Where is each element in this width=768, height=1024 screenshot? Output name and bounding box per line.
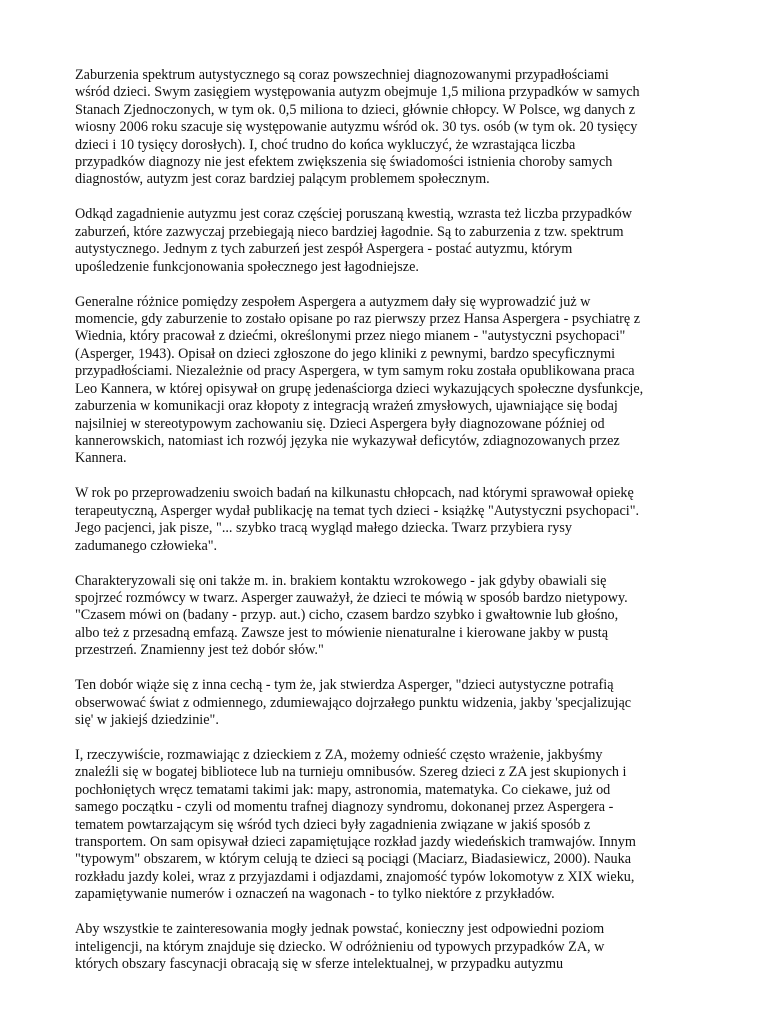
text-line: których obszary fascynacji obracają się w sferze intelektualnej, w przypadku autyzmu bbox=[75, 956, 564, 973]
text-line: wśród dzieci. Swym zasięgiem występowania autyzm obejmuje 1,5 miliona przypadków w samych bbox=[75, 84, 640, 101]
text-line: Ten dobór wiąże się z inna cechą - tym że, jak stwierdza Asperger, "dzieci autystyczne potrafią bbox=[75, 677, 614, 694]
text-line: "typowym" obszarem, w którym celują te dzieci są pociągi (Maciarz, Biadasiewicz, 2000). Nauka bbox=[75, 851, 632, 868]
text-line: Leo Kannera, w której opisywał on grupę jedenaściorga dzieci wykazujących społeczne dysfunkcje, bbox=[75, 380, 644, 397]
text-line: terapeutyczną, Asperger wydał publikację na temat tych dzieci - książkę "Autystyczni psychopaci". bbox=[75, 502, 640, 519]
text-line: zadumanego człowieka". bbox=[75, 537, 218, 554]
text-line: W rok po przeprowadzeniu swoich badań na kilkunastu chłopcach, nad którymi sprawował opiekę bbox=[75, 485, 634, 502]
text-line: Wiednia, który pracował z dziećmi, określonymi przez niego mianem - "autystyczni psychopaci" bbox=[75, 328, 626, 345]
paragraph-3 bbox=[75, 294, 705, 468]
text-line: Stanach Zjednoczonych, w tym ok. 0,5 miliona to dzieci, głównie chłopcy. W Polsce, wg danych z bbox=[75, 101, 636, 118]
text-line: dzieci i 10 tysięcy dorosłych). I, choć trudno do końca wykluczyć, że wzrastająca liczba bbox=[75, 136, 576, 153]
paragraph-5 bbox=[75, 573, 705, 660]
paragraph-4 bbox=[75, 485, 705, 555]
text-line: transportem. On sam opisywał dzieci zapamiętujące rozkład jazdy wiedeńskich tramwajów. Innym bbox=[75, 834, 636, 850]
text-line: kannerowskich, natomiast ich rozwój języka nie wykazywał deficytów, zdiagnozowanych przez bbox=[75, 432, 620, 449]
text-line: przestrzeń. Znamienny jest też dobór słów." bbox=[75, 642, 324, 659]
text-line: samego początku - czyli od momentu trafnej diagnozy syndromu, dokonanej przez Aspergera - bbox=[75, 799, 614, 816]
text-line: pochłoniętych wręcz tematami takimi jak: mapy, astronomia, matematyka. Co ciekawe, już od bbox=[75, 781, 611, 798]
text-line: Zaburzenia spektrum autystycznego są coraz powszechniej diagnozowanymi przypadłościami bbox=[75, 67, 609, 83]
text-line: (Asperger, 1943). Opisał on dzieci zgłoszone do jego kliniki z pewnymi, bardzo specyficznymi bbox=[75, 345, 616, 362]
text-line: znaleźli się w bogatej bibliotece lub na turnieju omnibusów. Szereg dzieci z ZA jest skupionych i bbox=[75, 764, 627, 781]
text-line: Odkąd zagadnienie autyzmu jest coraz częściej poruszaną kwestią, wzrasta też liczba przypadków bbox=[75, 206, 632, 223]
text-line: zaburzeń, które zazwyczaj przebiegają nieco bardziej łagodnie. Są to zaburzenia z tzw. spektrum bbox=[75, 223, 624, 240]
text-line: diagnostów, autyzm jest coraz bardziej palącym problemem społecznym. bbox=[75, 171, 490, 188]
text-line: "Czasem mówi on (badany - przyp. aut.) cicho, czasem bardzo szybko i gwałtownie lub głośno, bbox=[75, 607, 619, 624]
text-line: momencie, gdy zaburzenie to zostało opisane po raz pierwszy przez Hansa Aspergera - psychiatrę z bbox=[75, 311, 641, 328]
paragraph-2 bbox=[75, 206, 705, 276]
paragraph-6 bbox=[75, 677, 705, 729]
text-line: Jego pacjenci, jak pisze, "... szybko tracą wygląd małego dziecka. Twarz przybiera rysy bbox=[75, 520, 572, 537]
text-line: albo też z przesadną emfazą. Zawsze jest to mówienie nienaturalne i kierowane jakby w pustą bbox=[75, 624, 608, 641]
text-line: Kannera. bbox=[75, 450, 127, 467]
document-body bbox=[75, 67, 705, 991]
text-line: autystycznego. Jednym z tych zaburzeń jest zespół Aspergera - postać autyzmu, którym bbox=[75, 241, 573, 258]
text-line: tematem powtarzającym się wśród tych dzieci były zagadnienia związane w jakiś sposób z bbox=[75, 816, 591, 833]
text-line: przypadków diagnozy nie jest efektem zwiększenia się świadomości istnienia choroby samych bbox=[75, 154, 613, 171]
paragraph-7 bbox=[75, 747, 705, 904]
text-line: zapamiętywanie numerów i oznaczeń na wagonach - to tylko niektóre z przykładów. bbox=[75, 886, 555, 903]
paragraph-1 bbox=[75, 67, 705, 189]
text-line: I, rzeczywiście, rozmawiając z dzieckiem z ZA, możemy odnieść często wrażenie, jakbyśmy bbox=[75, 746, 603, 763]
text-line: Aby wszystkie te zainteresowania mogły jednak powstać, konieczny jest odpowiedni poziom bbox=[75, 921, 605, 938]
paragraph-8 bbox=[75, 921, 705, 973]
text-line: rozkładu jazdy kolei, wraz z przyjazdami i odjazdami, znajomość typów lokomotyw z XIX wieku, bbox=[75, 868, 635, 885]
text-line: się' w jakiejś dziedzinie". bbox=[75, 711, 219, 728]
text-line: Charakteryzowali się oni także m. in. brakiem kontaktu wzrokowego - jak gdyby obawiali się bbox=[75, 572, 607, 589]
text-line: najsilniej w stereotypowym zachowaniu się. Dzieci Aspergera były diagnozowane później od bbox=[75, 415, 605, 432]
text-line: Generalne różnice pomiędzy zespołem Aspergera a autyzmem dały się wyprowadzić już w bbox=[75, 293, 591, 310]
text-line: zaburzenia w komunikacji oraz kłopoty z integracją wrażeń zmysłowych, ujawniające się bodaj bbox=[75, 398, 618, 415]
text-line: wiosny 2006 roku szacuje się występowanie autyzmu wśród ok. 30 tys. osób (w tym ok. 20 tysięcy bbox=[75, 119, 638, 136]
text-line: przypadłościami. Niezależnie od pracy Aspergera, w tym samym roku została opublikowana praca bbox=[75, 363, 635, 380]
text-line: spojrzeć rozmówcy w twarz. Asperger zauważył, że dzieci te mówią w sposób bardzo nietypowy. bbox=[75, 589, 628, 606]
text-line: obserwować świat z odmiennego, zdumiewająco dojrzałego punktu widzenia, jakby 'specjalizując bbox=[75, 694, 632, 711]
text-line: inteligencji, na którym znajduje się dziecko. W odróżnieniu od typowych przypadków ZA, w bbox=[75, 938, 605, 955]
text-line: upośledzenie funkcjonowania społecznego jest łagodniejsze. bbox=[75, 258, 419, 275]
